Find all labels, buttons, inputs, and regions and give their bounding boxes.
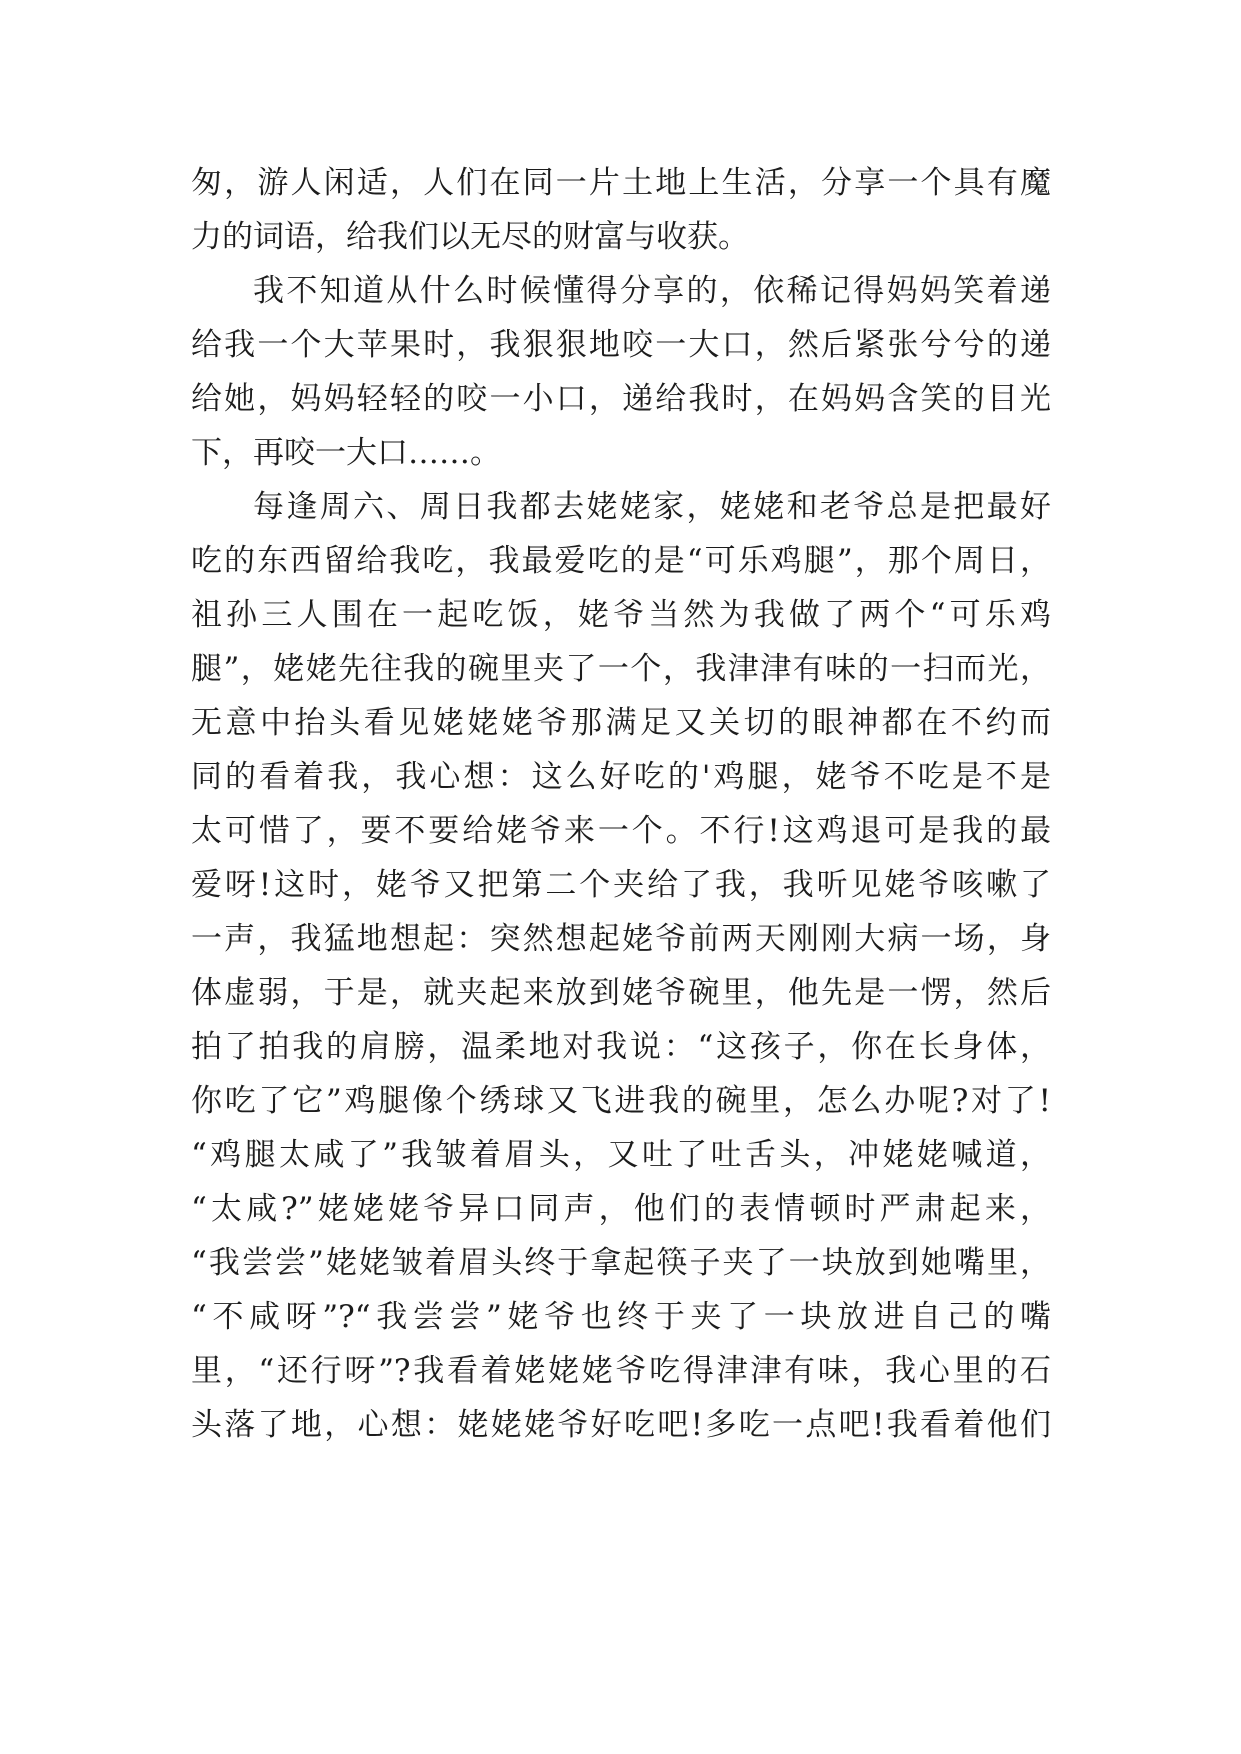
text-line: “太咸?”姥姥姥爷异口同声，他们的表情顿时严肃起来，	[191, 1191, 1051, 1227]
text-line: 我不知道从什么时候懂得分享的，依稀记得妈妈笑着递	[253, 273, 1051, 309]
text-line: 一声，我猛地想起：突然想起姥爷前两天刚刚大病一场，身	[191, 921, 1051, 957]
text-line: 吃的东西留给我吃，我最爱吃的是“可乐鸡腿”，那个周日，	[191, 543, 1051, 579]
text-line: 祖孙三人围在一起吃饭，姥爷当然为我做了两个“可乐鸡	[191, 597, 1051, 633]
text-line: “我尝尝”姥姥皱着眉头终于拿起筷子夹了一块放到她嘴里，	[191, 1245, 1051, 1281]
text-line: 你吃了它”鸡腿像个绣球又飞进我的碗里，怎么办呢?对了!	[191, 1083, 1051, 1119]
text-line: 力的词语，给我们以无尽的财富与收获。	[191, 219, 749, 255]
text-line: 里，“还行呀”?我看着姥姥姥爷吃得津津有味，我心里的石	[191, 1353, 1051, 1389]
text-line: 太可惜了，要不要给姥爷来一个。不行!这鸡退可是我的最	[191, 813, 1051, 849]
text-line: 给我一个大苹果时，我狠狠地咬一大口，然后紧张兮兮的递	[191, 327, 1051, 363]
text-line: 体虚弱，于是，就夹起来放到姥爷碗里，他先是一愣，然后	[191, 975, 1051, 1011]
text-line: 下，再咬一大口……。	[191, 435, 501, 471]
text-line: 同的看着我，我心想：这么好吃的'鸡腿，姥爷不吃是不是	[191, 759, 1051, 795]
text-line: 每逢周六、周日我都去姥姥家，姥姥和老爷总是把最好	[253, 489, 1051, 525]
text-line: 爱呀!这时，姥爷又把第二个夹给了我，我听见姥爷咳嗽了	[191, 867, 1051, 903]
text-line: 给她，妈妈轻轻的咬一小口，递给我时，在妈妈含笑的目光	[191, 381, 1051, 417]
text-line: 拍了拍我的肩膀，温柔地对我说：“这孩子，你在长身体，	[191, 1029, 1051, 1065]
text-line: 无意中抬头看见姥姥姥爷那满足又关切的眼神都在不约而	[191, 705, 1051, 741]
text-line: “不咸呀”?“我尝尝”姥爷也终于夹了一块放进自己的嘴	[191, 1299, 1051, 1335]
text-line: 头落了地，心想：姥姥姥爷好吃吧!多吃一点吧!我看着他们	[191, 1407, 1051, 1443]
text-line: 腿”，姥姥先往我的碗里夹了一个，我津津有味的一扫而光，	[191, 651, 1051, 687]
text-line: “鸡腿太咸了”我皱着眉头，又吐了吐舌头，冲姥姥喊道，	[191, 1137, 1051, 1173]
text-line: 匆，游人闲适，人们在同一片土地上生活，分享一个具有魔	[191, 165, 1051, 201]
